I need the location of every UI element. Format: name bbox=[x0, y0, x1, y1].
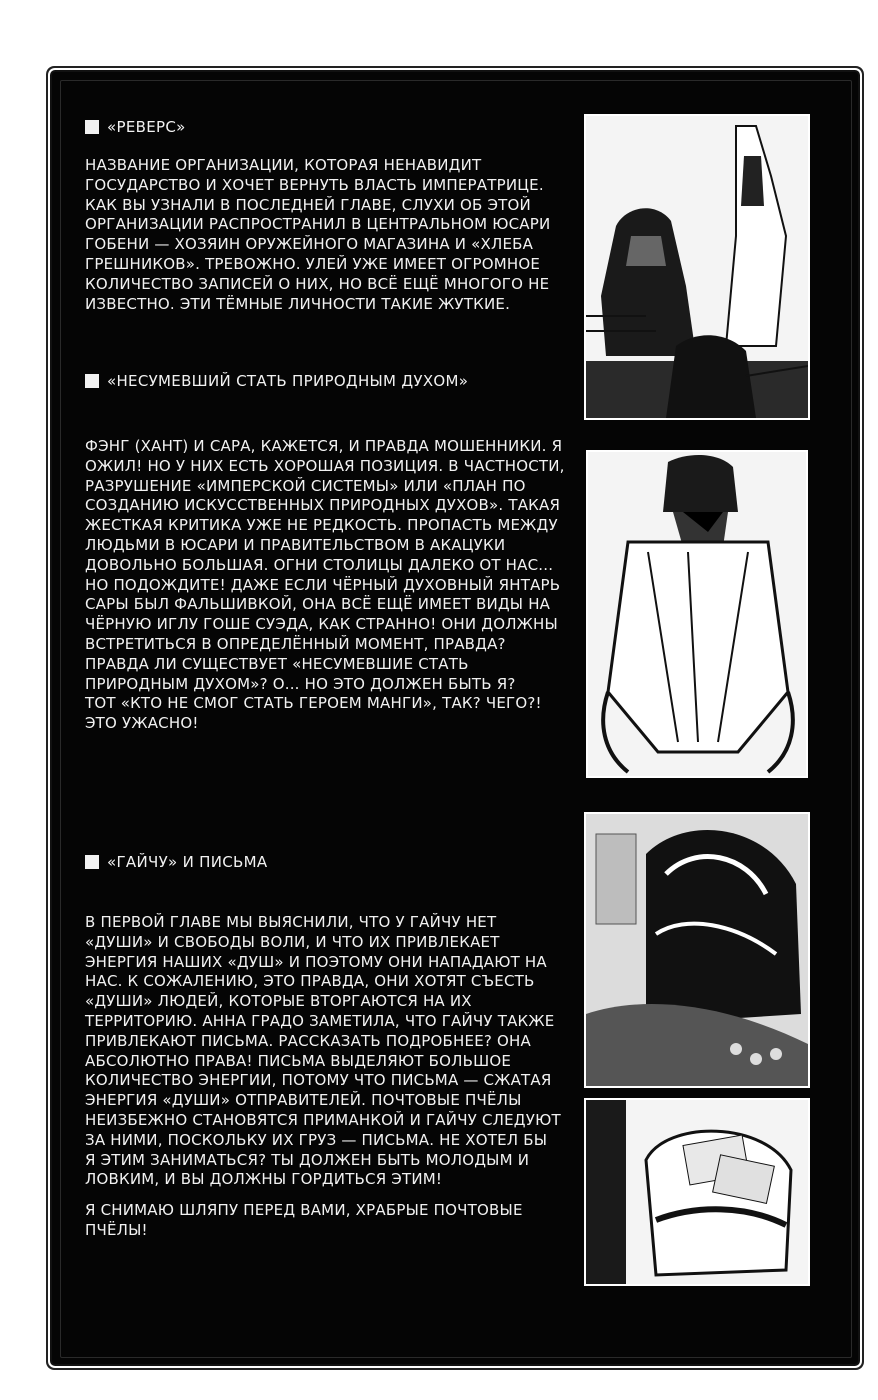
text-line: НАЗВАНИЕ ОРГАНИЗАЦИИ, КОТОРАЯ НЕНАВИДИТ bbox=[85, 156, 482, 174]
text-line: КОЛИЧЕСТВО ЗАПИСЕЙ О НИХ, НО ВСЁ ЕЩЁ МНОГОГО НЕ bbox=[85, 274, 550, 293]
closing-text bbox=[85, 1201, 523, 1241]
text-line: ГОБЕНИ — ХОЗЯИН ОРУЖЕЙНОГО МАГАЗИНА И «ХЛЕБА bbox=[85, 235, 534, 254]
gaichu-monster-illustration bbox=[586, 814, 808, 1086]
text-line: «ДУШИ» ЛЮДЕЙ, КОТОРЫЕ ВТОРГАЮТСЯ НА ИХ bbox=[85, 992, 472, 1011]
section-heading-gaichu bbox=[85, 853, 267, 871]
text-line: ЧЁРНУЮ ИГЛУ ГОШЕ СУЭДА, КАК СТРАННО! ОНИ ДОЛЖНЫ bbox=[85, 615, 558, 634]
text-line: ПРАВДА ЛИ СУЩЕСТВУЕТ «НЕСУМЕВШИЕ СТАТЬ bbox=[85, 654, 469, 673]
text-line: ЗА НИМИ, ПОСКОЛЬКУ ИХ ГРУЗ — ПИСЬМА. НЕ ХОТЕЛ БЫ bbox=[85, 1130, 548, 1149]
manga-panel-gaichu bbox=[584, 812, 810, 1088]
text-line: Я СНИМАЮ ШЛЯПУ ПЕРЕД ВАМИ, ХРАБРЫЕ ПОЧТОВЫЕ bbox=[85, 1201, 523, 1219]
text-line: ИЗВЕСТНО. ЭТИ ТЁМНЫЕ ЛИЧНОСТИ ТАКИЕ ЖУТКИЕ. bbox=[85, 294, 511, 313]
text-line: ЛЮДЬМИ В ЮСАРИ И ПРАВИТЕЛЬСТВОМ В АКАЦУКИ bbox=[85, 535, 506, 554]
text-line: НО ПОДОЖДИТЕ! ДАЖЕ ЕСЛИ ЧЁРНЫЙ ДУХОВНЫЙ ЯНТАРЬ bbox=[85, 575, 561, 594]
section-heading-spirit bbox=[85, 372, 468, 390]
text-line: ЭТО УЖАСНО! bbox=[85, 714, 199, 733]
section-text-reverse bbox=[85, 156, 550, 314]
text-line: САРЫ БЫЛ ФАЛЬШИВКОЙ, ОНА ВСЁ ЕЩЁ ИМЕЕТ ВИДЫ НА bbox=[85, 595, 551, 614]
section-title: «ГАЙЧУ» И ПИСЬМА bbox=[107, 853, 268, 871]
text-line: НАС. К СОЖАЛЕНИЮ, ЭТО ПРАВДА, ОНИ ХОТЯТ СЪЕСТЬ bbox=[85, 972, 535, 991]
square-bullet-icon bbox=[85, 120, 99, 134]
section-heading-reverse bbox=[85, 118, 186, 136]
text-line: Я ЭТИМ ЗАНИМАТЬСЯ? ТЫ ДОЛЖЕН БЫТЬ МОЛОДЫМ И bbox=[85, 1150, 530, 1169]
text-line: ОРГАНИЗАЦИИ РАСПРОСТРАНИЛ В ЦЕНТРАЛЬНОМ ЮСАРИ bbox=[85, 215, 551, 234]
text-line: ПЧЁЛЫ! bbox=[85, 1220, 148, 1239]
manga-panel-reverse bbox=[584, 114, 810, 420]
text-line: ОЖИЛ! НО У НИХ ЕСТЬ ХОРОШАЯ ПОЗИЦИЯ. В ЧАСТНОСТИ, bbox=[85, 456, 565, 475]
hooded-figures-illustration bbox=[586, 116, 808, 418]
letter-bag-illustration bbox=[586, 1100, 808, 1284]
text-line: ГОСУДАРСТВО И ХОЧЕТ ВЕРНУТЬ ВЛАСТЬ ИМПЕРАТРИЦЕ. bbox=[85, 175, 544, 194]
manga-panel-hunter bbox=[586, 450, 808, 778]
text-line: ЛОВКИМ, И ВЫ ДОЛЖНЫ ГОРДИТЬСЯ ЭТИМ! bbox=[85, 1170, 443, 1189]
section-title: «РЕВЕРС» bbox=[107, 118, 186, 136]
text-line: КОЛИЧЕСТВО ЭНЕРГИИ, ПОТОМУ ЧТО ПИСЬМА — СЖАТАЯ bbox=[85, 1071, 552, 1090]
square-bullet-icon bbox=[85, 855, 99, 869]
text-line: КАК ВЫ УЗНАЛИ В ПОСЛЕДНЕЙ ГЛАВЕ, СЛУХИ ОБ ЭТОЙ bbox=[85, 195, 531, 214]
text-line: ЖЕСТКАЯ КРИТИКА УЖЕ НЕ РЕДКОСТЬ. ПРОПАСТЬ МЕЖДУ bbox=[85, 516, 558, 535]
square-bullet-icon bbox=[85, 374, 99, 388]
text-line: АБСОЛЮТНО ПРАВА! ПИСЬМА ВЫДЕЛЯЮТ БОЛЬШОЕ bbox=[85, 1051, 512, 1070]
text-line: ТОТ «КТО НЕ СМОГ СТАТЬ ГЕРОЕМ МАНГИ», ТАК? ЧЕГО?! bbox=[85, 694, 542, 713]
text-line: ТЕРРИТОРИЮ. АННА ГРАДО ЗАМЕТИЛА, ЧТО ГАЙЧУ ТАКЖЕ bbox=[85, 1011, 555, 1030]
text-line: ГРЕШНИКОВ». ТРЕВОЖНО. УЛЕЙ УЖЕ ИМЕЕТ ОГРОМНОЕ bbox=[85, 254, 541, 273]
text-line: В ПЕРВОЙ ГЛАВЕ МЫ ВЫЯСНИЛИ, ЧТО У ГАЙЧУ НЕТ bbox=[85, 913, 497, 931]
section-text-spirit bbox=[85, 437, 565, 734]
section-text-gaichu bbox=[85, 913, 561, 1190]
text-line: НЕИЗБЕЖНО СТАНОВЯТСЯ ПРИМАНКОЙ И ГАЙЧУ СЛЕДУЮТ bbox=[85, 1110, 561, 1129]
text-line: «ДУШИ» И СВОБОДЫ ВОЛИ, И ЧТО ИХ ПРИВЛЕКАЕТ bbox=[85, 932, 500, 951]
text-line: РАЗРУШЕНИЕ «ИМПЕРСКОЙ СИСТЕМЫ» ИЛИ «ПЛАН ПО bbox=[85, 476, 526, 495]
text-line: ПРИРОДНЫМ ДУХОМ»? О... НО ЭТО ДОЛЖЕН БЫТЬ Я? bbox=[85, 674, 516, 693]
text-line: ДОВОЛЬНО БОЛЬШАЯ. ОГНИ СТОЛИЦЫ ДАЛЕКО ОТ НАС... bbox=[85, 555, 554, 574]
manga-panel-letters bbox=[584, 1098, 810, 1286]
text-line: ЭНЕРГИЯ НАШИХ «ДУШ» И ПОЭТОМУ ОНИ НАПАДАЮТ НА bbox=[85, 952, 547, 971]
section-title: «НЕСУМЕВШИЙ СТАТЬ ПРИРОДНЫМ ДУХОМ» bbox=[107, 372, 469, 390]
text-line: СОЗДАНИЮ ИСКУССТВЕННЫХ ПРИРОДНЫХ ДУХОВ». ТАКАЯ bbox=[85, 496, 561, 515]
text-line: ФЭНГ (ХАНТ) И САРА, КАЖЕТСЯ, И ПРАВДА МОШЕННИКИ. Я bbox=[85, 437, 563, 455]
text-line: ПРИВЛЕКАЮТ ПИСЬМА. РАССКАЗАТЬ ПОДРОБНЕЕ? ОНА bbox=[85, 1031, 531, 1050]
text-line: ВСТРЕТИТЬСЯ В ОПРЕДЕЛЁННЫЙ МОМЕНТ, ПРАВДА? bbox=[85, 634, 506, 653]
hooded-hunter-illustration bbox=[588, 452, 806, 776]
text-line: ЭНЕРГИЯ «ДУШИ» ОТПРАВИТЕЛЕЙ. ПОЧТОВЫЕ ПЧЁЛЫ bbox=[85, 1091, 522, 1110]
